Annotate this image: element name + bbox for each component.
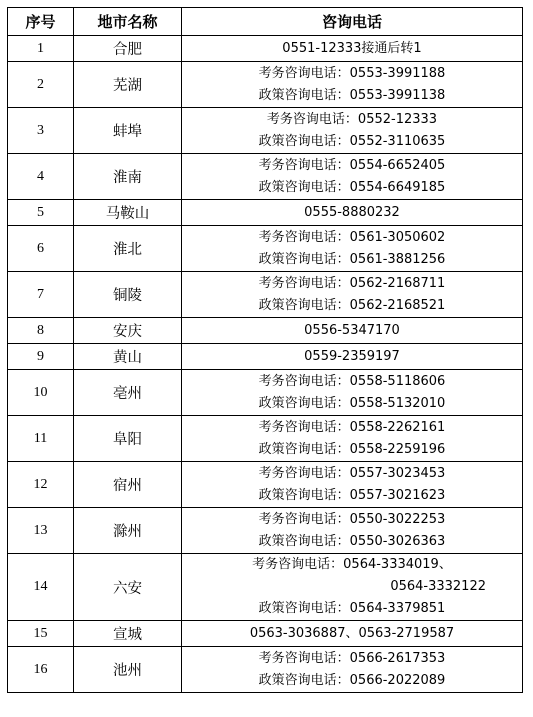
phone-line: 政策咨询电话：0557-3021623 bbox=[258, 487, 446, 503]
phone-line: 考务咨询电话：0550-3022253 bbox=[258, 511, 446, 527]
table-row bbox=[8, 344, 523, 370]
phone-line: 政策咨询电话：0554-6649185 bbox=[258, 179, 446, 195]
phone-line: 考务咨询电话：0561-3050602 bbox=[258, 229, 446, 245]
row-city: 安庆 bbox=[74, 318, 182, 344]
row-city: 亳州 bbox=[74, 370, 182, 416]
row-city: 宿州 bbox=[74, 462, 182, 508]
table-row bbox=[8, 318, 523, 344]
phone-line: 政策咨询电话：0566-2022089 bbox=[258, 672, 446, 688]
row-city: 蚌埠 bbox=[74, 108, 182, 154]
row-index: 13 bbox=[8, 508, 74, 554]
row-phone bbox=[182, 416, 523, 462]
row-index: 4 bbox=[8, 154, 74, 200]
phone-line: 考务咨询电话：0564-3334019、 bbox=[252, 557, 452, 572]
row-index: 12 bbox=[8, 462, 74, 508]
row-city: 淮北 bbox=[74, 226, 182, 272]
phone-line: 政策咨询电话：0550-3026363 bbox=[258, 533, 446, 549]
header-row bbox=[8, 8, 523, 36]
phone-line: 政策咨询电话：0564-3379851 bbox=[258, 601, 446, 616]
phone-line: 考务咨询电话：0562-2168711 bbox=[258, 275, 446, 291]
row-phone bbox=[182, 344, 523, 370]
row-phone bbox=[182, 226, 523, 272]
row-city: 马鞍山 bbox=[74, 200, 182, 226]
phone-line: 0551-12333接通后转1 bbox=[282, 40, 422, 56]
table-row bbox=[8, 647, 523, 693]
row-index: 7 bbox=[8, 272, 74, 318]
table-row bbox=[8, 508, 523, 554]
row-phone bbox=[182, 508, 523, 554]
row-city: 芜湖 bbox=[74, 62, 182, 108]
row-phone bbox=[182, 62, 523, 108]
phone-line: 0563-3036887、0563-2719587 bbox=[249, 625, 455, 641]
row-city: 六安 bbox=[74, 554, 182, 621]
phone-line: 0564-3332122 bbox=[390, 579, 486, 594]
table-row bbox=[8, 154, 523, 200]
header-city: 地市名称 bbox=[74, 8, 182, 36]
table-row bbox=[8, 108, 523, 154]
row-phone bbox=[182, 462, 523, 508]
table-row bbox=[8, 416, 523, 462]
row-index: 14 bbox=[8, 554, 74, 621]
phone-line: 考务咨询电话：0554-6652405 bbox=[258, 157, 446, 173]
row-index: 10 bbox=[8, 370, 74, 416]
row-index: 16 bbox=[8, 647, 74, 693]
row-index: 15 bbox=[8, 621, 74, 647]
row-index: 11 bbox=[8, 416, 74, 462]
table-row bbox=[8, 62, 523, 108]
phone-line: 考务咨询电话：0566-2617353 bbox=[258, 650, 446, 666]
row-city: 池州 bbox=[74, 647, 182, 693]
row-phone bbox=[182, 554, 523, 621]
phone-line: 0556-5347170 bbox=[304, 322, 400, 338]
row-phone bbox=[182, 272, 523, 318]
table-row bbox=[8, 462, 523, 508]
table-row bbox=[8, 226, 523, 272]
phone-line: 0559-2359197 bbox=[304, 348, 400, 364]
row-index: 6 bbox=[8, 226, 74, 272]
table-row bbox=[8, 554, 523, 621]
phone-line: 政策咨询电话：0558-5132010 bbox=[258, 395, 446, 411]
row-phone bbox=[182, 647, 523, 693]
phone-line: 考务咨询电话：0557-3023453 bbox=[258, 465, 446, 481]
table-row bbox=[8, 370, 523, 416]
row-city: 合肥 bbox=[74, 36, 182, 62]
row-phone bbox=[182, 108, 523, 154]
row-phone bbox=[182, 36, 523, 62]
phone-line: 政策咨询电话：0552-3110635 bbox=[258, 133, 446, 149]
row-phone bbox=[182, 621, 523, 647]
header-index: 序号 bbox=[8, 8, 74, 36]
row-city: 阜阳 bbox=[74, 416, 182, 462]
phone-line: 考务咨询电话：0558-5118606 bbox=[258, 373, 446, 389]
row-phone bbox=[182, 370, 523, 416]
table-row bbox=[8, 272, 523, 318]
phone-line: 0555-8880232 bbox=[304, 204, 400, 220]
phone-line: 政策咨询电话：0553-3991138 bbox=[258, 87, 446, 103]
phone-line: 考务咨询电话：0552-12333 bbox=[266, 111, 438, 127]
table-row bbox=[8, 36, 523, 62]
table-row bbox=[8, 621, 523, 647]
row-index: 9 bbox=[8, 344, 74, 370]
table-row bbox=[8, 200, 523, 226]
row-phone bbox=[182, 318, 523, 344]
row-index: 8 bbox=[8, 318, 74, 344]
phone-line: 考务咨询电话：0558-2262161 bbox=[258, 419, 446, 435]
row-city: 淮南 bbox=[74, 154, 182, 200]
row-city: 滁州 bbox=[74, 508, 182, 554]
row-index: 2 bbox=[8, 62, 74, 108]
row-phone bbox=[182, 154, 523, 200]
row-city: 黄山 bbox=[74, 344, 182, 370]
row-index: 3 bbox=[8, 108, 74, 154]
row-city: 宣城 bbox=[74, 621, 182, 647]
row-index: 1 bbox=[8, 36, 74, 62]
phone-line: 政策咨询电话：0562-2168521 bbox=[258, 297, 446, 313]
row-index: 5 bbox=[8, 200, 74, 226]
row-phone bbox=[182, 200, 523, 226]
phone-line: 政策咨询电话：0561-3881256 bbox=[258, 251, 446, 267]
contact-table bbox=[7, 7, 523, 693]
row-city: 铜陵 bbox=[74, 272, 182, 318]
phone-line: 政策咨询电话：0558-2259196 bbox=[258, 441, 446, 457]
phone-line: 考务咨询电话：0553-3991188 bbox=[258, 65, 446, 81]
header-phone: 咨询电话 bbox=[182, 8, 523, 36]
